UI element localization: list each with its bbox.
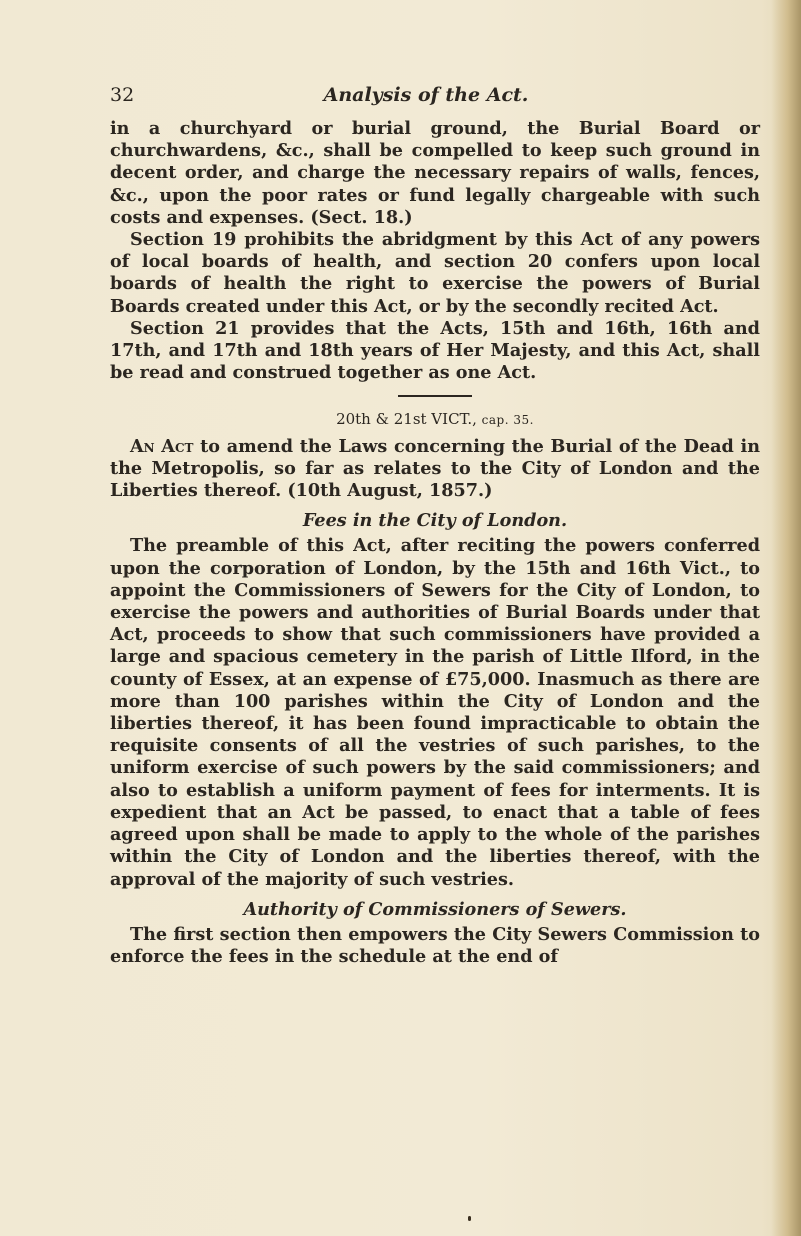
page-header [96, 84, 756, 112]
paragraph-preamble: The preamble of this Act, after reciting the powers conferred upon the corporation of London, by the 15th and 16th Vict., to appoint the Commissioners of Sewers for the City of London, to exercise the powers and authorities of Burial Boards under that Act, proceeds to show that such commissioners have provided a large and spacious cemetery in the parish of Little Ilford, in the county of Essex, at an expense of £75,000. Inasmuch as there are more than 100 parishes within the City of London and the liberties thereof, it has been found impracticable to obtain the requisite consents of all the vestries of such parishes, to the uniform exercise of such powers by the said commissioners; and also to establish a uniform payment of fees for interments. It is expedient that an Act be passed, to enact that a table of fees agreed upon shall be made to apply to the whole of the parishes within the City of London and the liberties thereof, with the approval of the majority of such vestries. [110, 535, 760, 890]
section-divider [398, 395, 472, 397]
act-intro-text: to amend the Laws concerning the Burial of the Dead in the Metropolis, so far as relates to the City of London and the Liberties thereof. (10th August, 1857.) [110, 435, 760, 502]
heading-authority-commissioners: Authority of Commissioners of Sewers. [243, 898, 627, 920]
page-edge-shadow [771, 0, 801, 1236]
paragraph-section-21: Section 21 provides that the Acts, 15th and 16th, 16th and 17th, and 17th and 18th years of Her Majesty, and this Act, shall be read and construed together as one Act. [110, 317, 760, 384]
heading-fees-city-of-london: Fees in the City of London. [302, 510, 568, 532]
act-intro-lead: An Act [130, 435, 194, 457]
act-heading-regnal: 20th & 21st VICT., [336, 410, 482, 429]
running-title: Analysis of the Act. [323, 84, 529, 106]
paragraph-burial-ground: in a churchyard or burial ground, the Burial Board or churchwardens, &c., shall be compelled to keep such ground in decent order, and charge the necessary repairs of walls, fences, &c., upon the poor rates or fund legally chargeable with such costs and expenses. (Sect. 18.) [110, 118, 760, 228]
ink-speck [468, 1216, 471, 1221]
paragraph-first-section: The first section then empowers the City Sewers Commission to enforce the fees in the schedule at the end of [110, 923, 760, 968]
act-intro-paragraph [110, 436, 760, 503]
act-heading-cap: cap. 35. [481, 413, 534, 428]
body-text [110, 118, 760, 968]
paragraph-section-19: Section 19 prohibits the abridgment by this Act of any powers of local boards of health, and section 20 confers upon local boards of health the right to exercise the powers of Burial Boards created under this Act, or by the secondly recited Act. [110, 229, 760, 317]
page-number: 32 [110, 84, 135, 106]
act-heading [110, 408, 760, 431]
